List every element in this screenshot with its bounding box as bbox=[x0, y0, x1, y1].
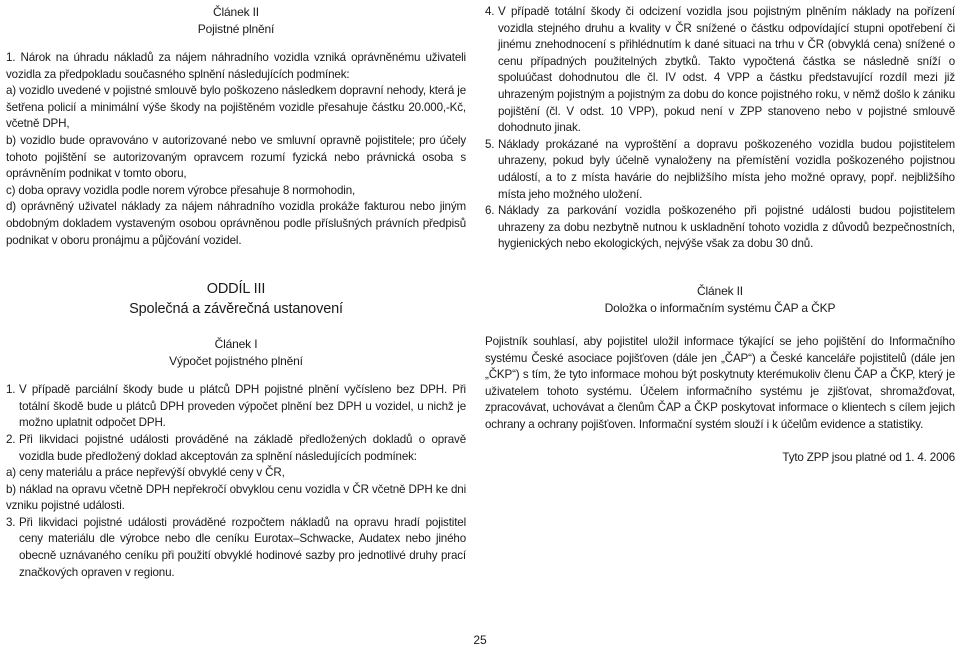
list-item bbox=[485, 137, 955, 203]
section-3-subtitle: Společná a závěrečná ustanovení bbox=[129, 301, 343, 318]
clause-article-subtitle: Doložka o informačním systému ČAP a ČKP bbox=[604, 300, 836, 315]
page-number: 25 bbox=[473, 633, 487, 647]
article-2-subtitle: Pojistné plnění bbox=[197, 22, 275, 36]
article-2-title: Článek II bbox=[212, 5, 259, 19]
item-text: Náklady za parkování vozidla poškozeného při pojistné události budou pojistitelem uhrazeny za dobu nezbytně nutnou k uskladnění tohoto vozidla z důvodů bezpečnostních, hygienických nebo ekologických, nejvýše však za dobu 30 dnů. bbox=[498, 204, 955, 251]
consent-paragraph: Pojistník souhlasí, aby pojistitel uložil informace týkající se jeho pojištění do Informačního systému České asociace pojišťoven (dále jen „ČAP“) a České kanceláře pojistitelů (dále jen „ČKP“) s tím, že tyto informace mohou být poskytnuty kterémukoliv členu ČAP a ČKP, který je uživatelem tohoto systému. Účelem informačního systému je zjišťovat, shromažďovat, zpracovávat, uchovávat a členům ČAP a ČKP poskytovat informace o klientech s cílem jejich ochrany a ochrany pojišťoven. Informační systém slouží i k účelům evidence a statistiky. bbox=[485, 334, 955, 431]
item-number: 6. bbox=[485, 204, 495, 218]
list-item bbox=[6, 432, 466, 465]
item-number: 3. bbox=[6, 515, 16, 529]
list-item bbox=[485, 4, 955, 137]
item-number: 1. bbox=[6, 383, 16, 397]
right-column bbox=[485, 4, 955, 467]
item-text: Při likvidaci pojistné události prováděné rozpočtem nákladů na opravu hradí pojistitel ceny materiálu dle výrobce nebo dle ceníku Eurotax–Schwacke, Audatex nebo jiného obecně uznávaného ceníku při použití obvyklé hodinové sazby pro jednotlivé druhy prací značkových opraven v regionu. bbox=[19, 515, 466, 579]
list-item bbox=[6, 515, 466, 581]
article-2-heading bbox=[6, 4, 466, 38]
condition-b: b) vozidlo bude opravováno v autorizované nebo ve smluvní opravně pojistitele; pro účely tohoto pojištění se autorizovaným opravcem rozumí fyzická nebo právnická osoba s oprávněním podnikat v tomto oboru, bbox=[6, 133, 466, 181]
item-text: Při likvidaci pojistné události prováděné na základě předložených dokladů o opravě vozidla bude předložený doklad akceptován za splnění následujících podmínek: bbox=[19, 432, 466, 463]
item-text: V případě parciální škody bude u plátců DPH pojistné plnění vyčísleno bez DPH. Při totální škodě bude u plátců DPH proveden výpočet plnění bez DPH u vozidel, u nichž je možno uplatnit odpočet DPH. bbox=[19, 383, 466, 430]
item-number: 4. bbox=[485, 5, 495, 18]
item-text: V případě totální škody či odcizení vozidla jsou pojistným plněním náklady na pořízení vozidla stejného druhu a kvality v ČR snížené o částku odpovídající stupni opotřebení či jinému znehodnocení s přihlédnutím k dané situaci na trhu v ČR (obvyklá cena) snížené o cenu případných použitelných zbytků. Takto vypočtená částka se následně sníží o spoluúčast dohodnutou dle čl. IV odst. 4 VPP a částku představující rozdíl mezi již uhrazeným pojistným a pojistným za dobu do konce pojistného roku, v němž došlo k zániku pojištění (čl. V odst. 10 VPP), pokud není v ZPP stanoveno nebo v pojistné smlouvě dohodnuto jinak. bbox=[498, 5, 955, 135]
sub-condition-b: b) náklad na opravu včetně DPH nepřekročí obvyklou cenu vozidla v ČR včetně DPH ke dni vzniku pojistné události. bbox=[6, 482, 466, 513]
validity-note: Tyto ZPP jsou platné od 1. 4. 2006 bbox=[782, 451, 955, 465]
section-3-heading bbox=[6, 279, 466, 319]
item-text: Náklady prokázané na vyproštění a dopravu poškozeného vozidla budou pojistitelem uhrazeny, pokud byly účelně vynaloženy na přemístění vozidla poškozeného pojistnou událostí, a to z místa havárie do nejbližšího místa jeho možné opravy, popř. nejbližšího místa jeho možného uložení. bbox=[498, 137, 955, 201]
list-item bbox=[6, 382, 466, 432]
article-1-subtitle: Výpočet pojistného plnění bbox=[169, 354, 303, 369]
item-number: 5. bbox=[485, 137, 495, 151]
condition-c: c) doba opravy vozidla podle norem výrobce přesahuje 8 normohodin, bbox=[6, 183, 356, 197]
claim-conditions-intro: 1. Nárok na úhradu nákladů za nájem náhradního vozidla vzniká oprávněnému uživateli vozidla za předpokladu současného splnění následujících podmínek: bbox=[6, 51, 466, 81]
condition-a: a) vozidlo uvedené v pojistné smlouvě bylo poškozeno následkem dopravní nehody, která je šetřena policií a minimální výše škody na pojištěném vozidle přesahuje částku 20.000,-Kč, včetně DPH, bbox=[6, 84, 466, 131]
condition-d: d) oprávněný uživatel náklady za nájem náhradního vozidla prokáže fakturou nebo jiným obdobným dokladem vystaveným osobou oprávněnou podle příslušných právních předpisů podnikat v oboru pronájmu a půjčování vozidel. bbox=[6, 200, 466, 247]
left-column bbox=[6, 4, 466, 581]
clause-article-title: Článek II bbox=[696, 283, 743, 298]
sub-condition-a: a) ceny materiálu a práce nepřevýší obvyklé ceny v ČR, bbox=[6, 466, 285, 480]
article-1-title: Článek I bbox=[214, 337, 258, 352]
article-1-heading bbox=[6, 336, 466, 370]
list-item bbox=[485, 203, 955, 253]
item-number: 2. bbox=[6, 432, 16, 446]
article-2-doložka-heading bbox=[485, 283, 955, 317]
section-3-title: ODDÍL III bbox=[206, 281, 266, 298]
